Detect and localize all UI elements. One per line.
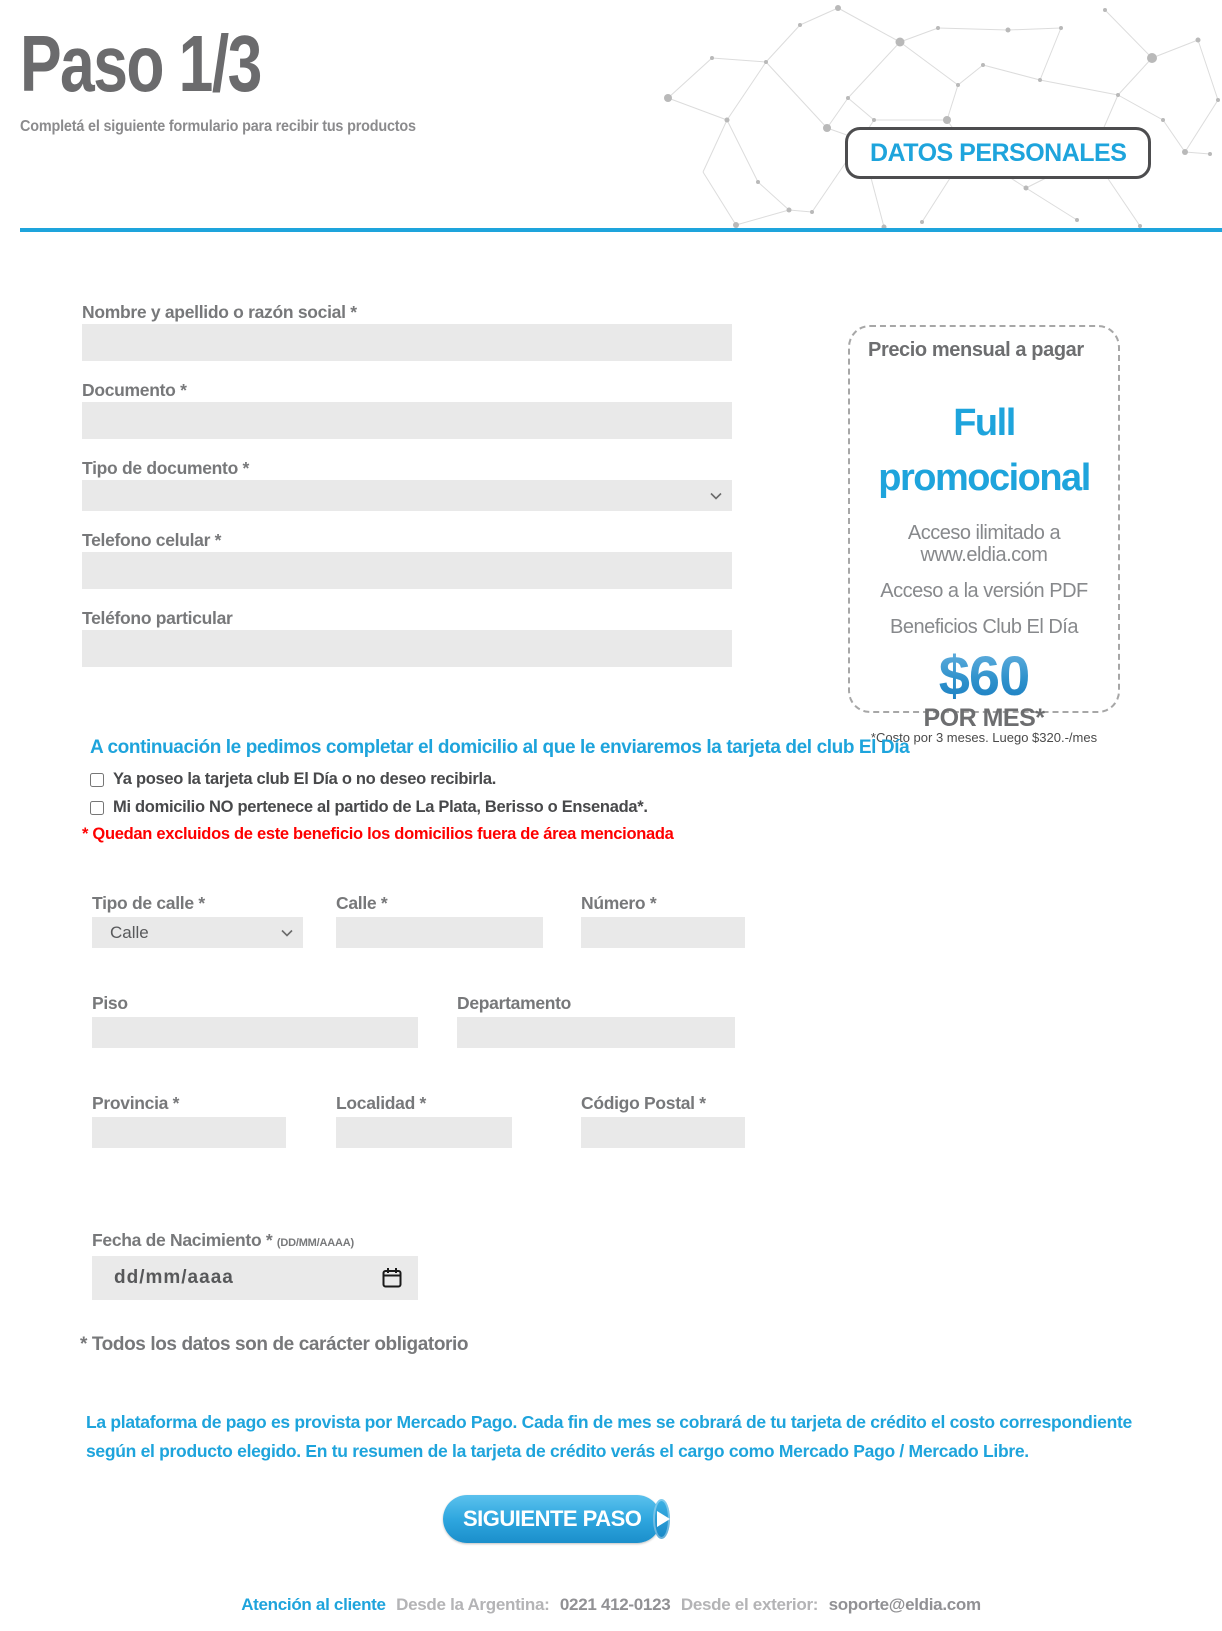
footer-from-abroad-label: Desde el exterior: [680, 1595, 819, 1614]
footer-phone: 0221 412-0123 [559, 1595, 671, 1614]
address-grid [92, 893, 772, 1153]
chevron-down-icon [281, 929, 293, 937]
domicilio-intro: A continuación le pedimos completar el domicilio al que le enviaremos la tarjeta del club El Día [90, 737, 910, 758]
cell-label: Telefono celular * [82, 530, 222, 550]
footer [0, 1595, 1222, 1615]
required-note: * Todos los datos son de carácter obligatorio [80, 1334, 469, 1355]
street-col [336, 893, 543, 948]
plan-feature: www.eldia.com [920, 544, 1048, 567]
personal-data-form [82, 303, 732, 687]
floor-col [92, 993, 418, 1048]
has-card-label: Ya poseo la tarjeta club El Día o no deseo recibirla. [113, 770, 496, 788]
plan-name-line1: Full [953, 402, 1015, 444]
number-input[interactable] [581, 917, 745, 948]
zip-label: Código Postal * [581, 1093, 706, 1113]
page-title: Paso 1/3 [20, 19, 261, 108]
calendar-icon[interactable] [380, 1266, 404, 1290]
play-arrow-icon [653, 1499, 670, 1539]
name-input[interactable] [82, 324, 732, 361]
floor-input[interactable] [92, 1017, 418, 1048]
phone-group [82, 609, 732, 667]
domicilio-section [82, 737, 910, 844]
province-col [92, 1093, 286, 1148]
section-badge-label: DATOS PERSONALES [870, 138, 1127, 167]
apartment-col [457, 993, 735, 1048]
name-group [82, 303, 732, 361]
plan-feature: Acceso ilimitado a [907, 522, 1061, 545]
birthdate-section [92, 1230, 418, 1300]
page-subtitle: Completá el siguiente formulario para recibir tus productos [20, 118, 416, 135]
plan-price: $60 [868, 648, 1100, 704]
street-type-value: Calle [110, 922, 149, 942]
birthdate-input[interactable] [92, 1256, 418, 1300]
network-decoration [612, 0, 1222, 232]
next-step-label: SIGUIENTE PASO [463, 1506, 642, 1531]
birthdate-label: Fecha de Nacimiento * [92, 1230, 273, 1250]
footer-from-ar-label: Desde la Argentina: [396, 1595, 550, 1614]
province-label: Provincia * [92, 1093, 180, 1113]
plan-feature: Beneficios Club El Día [890, 616, 1078, 639]
cell-group [82, 531, 732, 589]
doc-type-label: Tipo de documento * [82, 458, 250, 478]
outside-area-label: Mi domicilio NO pertenece al partido de La Plata, Berisso o Ensenada*. [113, 798, 648, 816]
next-step-button[interactable] [443, 1495, 661, 1543]
street-label: Calle * [336, 893, 388, 913]
floor-label: Piso [92, 993, 128, 1013]
city-input[interactable] [336, 1117, 512, 1148]
number-col [581, 893, 745, 948]
zip-input[interactable] [581, 1117, 745, 1148]
birthdate-label-row [92, 1230, 418, 1251]
price-panel [848, 325, 1120, 733]
birthdate-field [92, 1256, 418, 1300]
doc-type-select[interactable] [82, 480, 732, 511]
name-label: Nombre y apellido o razón social * [82, 302, 357, 322]
city-col [336, 1093, 512, 1148]
phone-label: Teléfono particular [82, 608, 233, 628]
street-type-label: Tipo de calle * [92, 893, 205, 913]
apartment-input[interactable] [457, 1017, 735, 1048]
street-type-col [92, 893, 303, 948]
apartment-label: Departamento [457, 993, 572, 1013]
city-label: Localidad * [336, 1093, 427, 1113]
street-type-select[interactable] [92, 917, 303, 948]
plan-price-period: POR MES* [923, 704, 1045, 733]
document-input[interactable] [82, 402, 732, 439]
plan-name [868, 396, 1100, 506]
outside-area-checkbox[interactable] [90, 801, 104, 815]
zip-col [581, 1093, 745, 1148]
blue-divider [20, 228, 1222, 232]
phone-input[interactable] [82, 630, 732, 667]
cell-input[interactable] [82, 552, 732, 589]
section-badge [845, 127, 1151, 179]
document-group [82, 381, 732, 439]
price-footnote: *Costo por 3 meses. Luego $320.-/mes [870, 730, 1098, 745]
plan-name-line2: promocional [878, 457, 1090, 500]
has-card-checkbox[interactable] [90, 773, 104, 787]
province-input[interactable] [92, 1117, 286, 1148]
footer-email: soporte@eldia.com [828, 1595, 981, 1614]
outside-area-checkbox-row[interactable] [90, 797, 770, 818]
doc-type-group [82, 459, 732, 511]
has-card-checkbox-row[interactable] [90, 769, 770, 790]
exclusion-note: * Quedan excluidos de este beneficio los domicilios fuera de área mencionada [82, 825, 674, 843]
birthdate-format-hint: (DD/MM/AAAA) [276, 1237, 354, 1249]
street-input[interactable] [336, 917, 543, 948]
number-label: Número * [581, 893, 657, 913]
document-label: Documento * [82, 380, 187, 400]
footer-support-label: Atención al cliente [241, 1595, 386, 1614]
plan-feature: Acceso a la versión PDF [880, 580, 1088, 603]
chevron-down-icon [710, 492, 722, 500]
price-panel-header: Precio mensual a pagar [868, 339, 1084, 361]
payment-note: La plataforma de pago es provista por Mercado Pago. Cada fin de mes se cobrará de tu tarjeta de crédito el costo correspondiente según el producto elegido. En tu resumen de la tarjeta de crédito verás el cargo como Mercado Pago / Mercado Libre. [86, 1412, 1132, 1461]
